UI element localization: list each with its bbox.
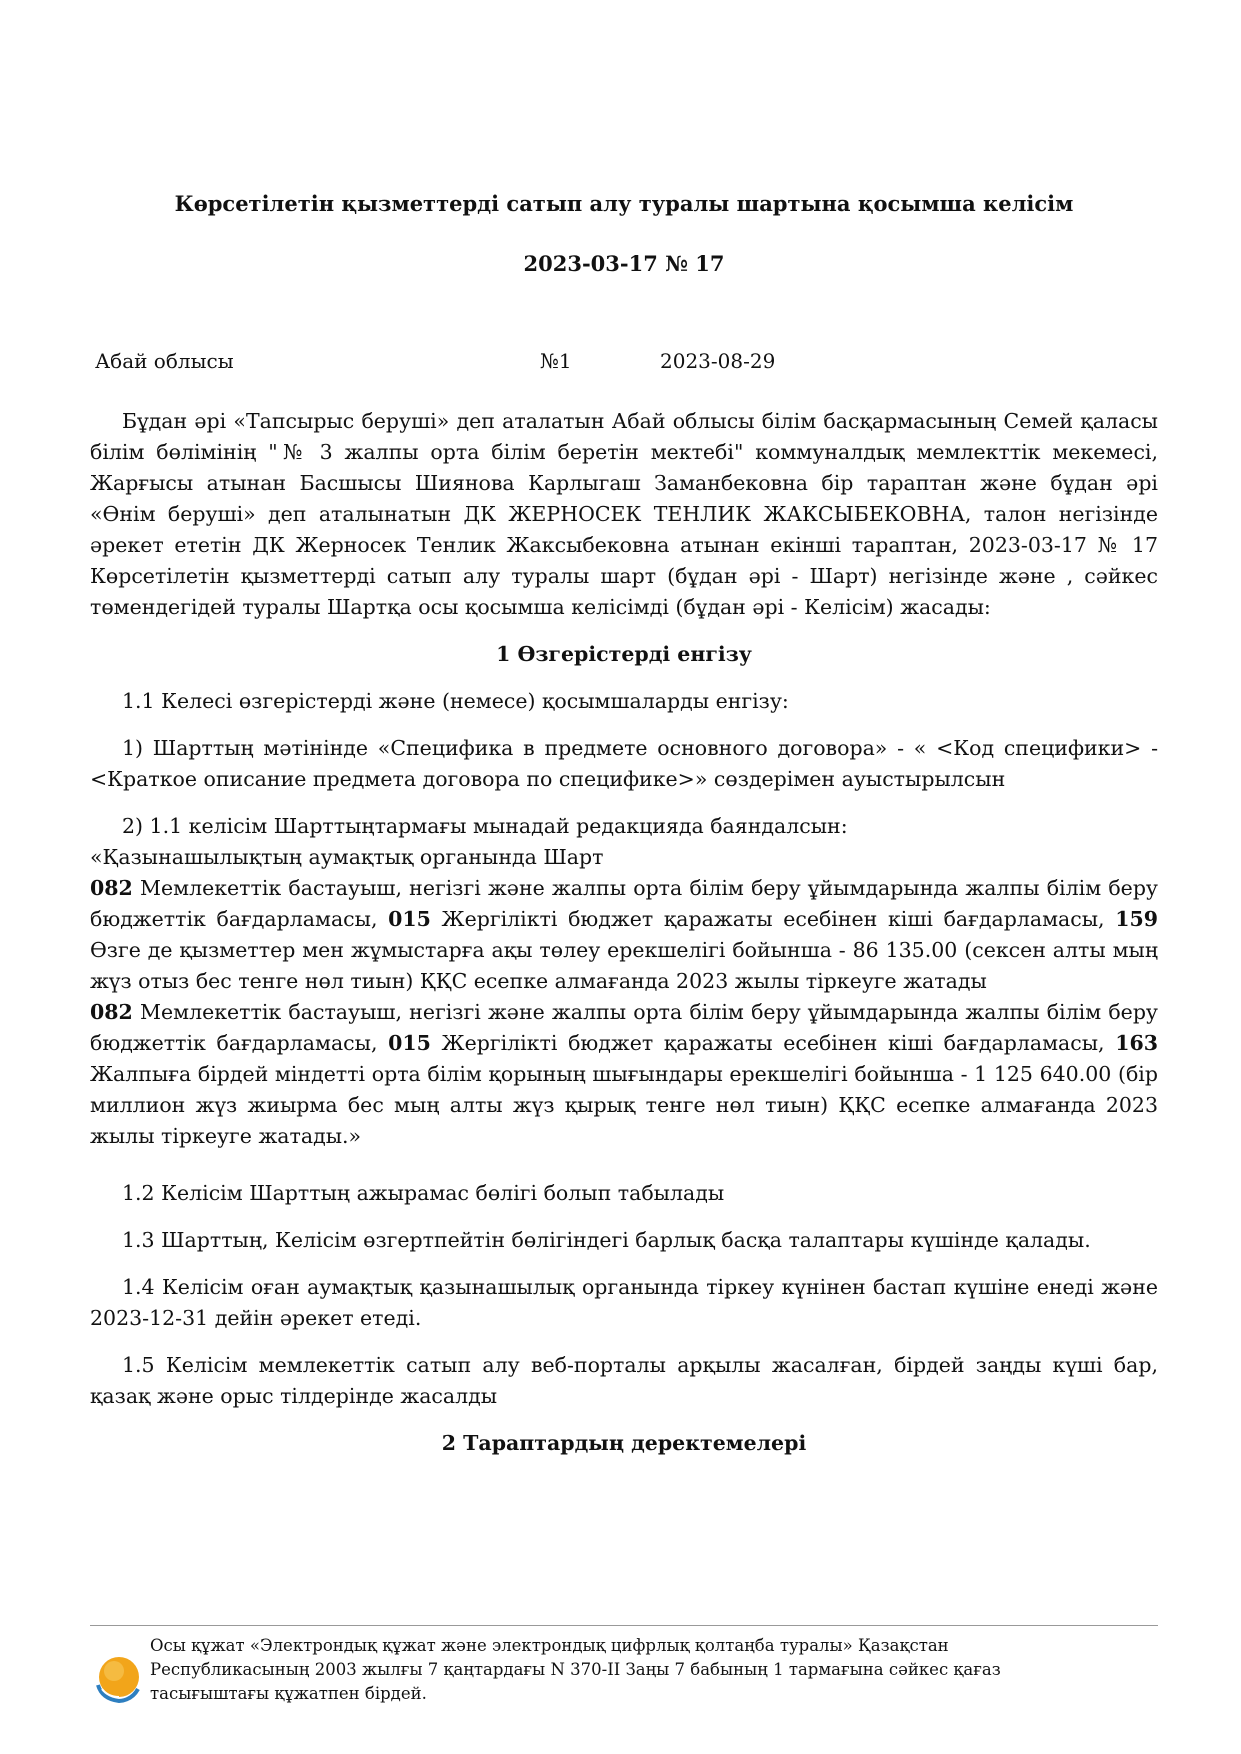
clause-1-1-item-2: 2) 1.1 келісім Шарттыңтармағы мынадай редакцияда баяндалсын: <box>122 814 848 838</box>
intro-paragraph: Бұдан әрі «Тапсырыс беруші» деп аталатын Абай облысы білім басқармасының Семей қаласы білім бөлімінің "№ 3 жалпы орта білім беретін мектебі" коммуналдық мемлекттік мекемесі, Жарғысы атынан Басшысы Шиянова Карлыгаш Заманбековна бір тараптан және бұдан әрі «Өнім беруші» деп аталынатын ДК ЖЕРНОСЕК ТЕНЛИК ЖАКСЫБЕКОВНА, талон негізінде әрекет ететін ДК Жерносек Тенлик Жаксыбековна атынан екінші тараптан, 2023-03-17 № 17 Көрсетілетін қызметтерді сатып алу туралы шарт (бұдан әрі - Шарт) негізінде және , сәйкес төмендегідей туралы Шартқа осы қосымша келісімді (бұдан әрі - Келісім) жасады: <box>90 409 1158 619</box>
legal-footer-note: Осы құжат «Электрондық құжат және электрондық цифрлық қолтаңба туралы» Қазақстан Республикасының 2003 жылғы 7 қаңтардағы N 370-ІІ Заңы 7 бабының 1 тармағына сәйкес қағаз тасығыштағы құжатпен бірдей. <box>150 1636 1001 1703</box>
egov-logo-icon <box>92 1655 142 1705</box>
document-body <box>90 406 1158 1459</box>
footer-divider <box>90 1625 1158 1626</box>
section-1-heading: 1 Өзгерістерді енгізу <box>496 642 752 666</box>
contract-reference: 2023-03-17 № 17 <box>523 251 725 276</box>
program-code: 082 <box>90 1000 133 1024</box>
clause-quote-start: «Қазынашылықтың аумақтық органында Шарт <box>90 845 604 869</box>
specific-code: 159 <box>1115 907 1158 931</box>
subprogram-code: 015 <box>388 907 431 931</box>
document-title: Көрсетілетін қызметтерді сатып алу туралы шартына қосымша келісім <box>174 191 1074 216</box>
agreement-date: 2023-08-29 <box>660 349 776 373</box>
budget-line-1: 082 Мемлекеттік бастауыш, негізгі және жалпы орта білім беру ұйымдарында жалпы білім беру бюджеттік бағдарламасы, 015 Жергілікті бюджет қаражаты есебінен кіші бағдарламасы, 159 Өзге де қызметтер мен жұмыстарға ақы төлеу ерекшелігі бойынша - 86 135.00 (сексен алты мың жүз отыз бес тенге нөл тиын) ҚҚС есепке алмағанда 2023 жылы тіркеуге жатады <box>90 876 1158 993</box>
section-2-heading: 2 Тараптардың деректемелері <box>441 1431 807 1455</box>
budget-line-2: 082 Мемлекеттік бастауыш, негізгі және жалпы орта білім беру ұйымдарында жалпы білім беру бюджеттік бағдарламасы, 015 Жергілікті бюджет қаражаты есебінен кіші бағдарламасы, 163 Жалпыға бірдей міндетті орта білім қорының шығындары ерекшелігі бойынша - 1 125 640.00 (бір миллион жүз жиырма бес мың алты жүз қырық тенге нөл тиын) ҚҚС есепке алмағанда 2023 жылы тіркеуге жатады.» <box>90 1000 1158 1148</box>
clause-1-3: 1.3 Шарттың, Келісім өзгертпейтін бөлігіндегі барлық басқа талаптары күшінде қалады. <box>122 1228 1091 1252</box>
clause-1-4: 1.4 Келісім оған аумақтық қазынашылық органында тіркеу күнінен бастап күшіне енеді және 2023-12-31 дейін әрекет етеді. <box>90 1275 1158 1330</box>
program-code: 082 <box>90 876 133 900</box>
clause-1-1: 1.1 Келесі өзгерістерді және (немесе) қосымшаларды енгізу: <box>122 689 789 713</box>
subprogram-code: 015 <box>388 1031 431 1055</box>
agreement-number: №1 <box>540 349 572 373</box>
clause-1-1-item-1: 1) Шарттың мәтінінде «Специфика в предмете основного договора» - « <Код специфики> - <Краткое описание предмета договора по специфике>» сөздерімен ауыстырылсын <box>90 736 1158 791</box>
place-label: Абай облысы <box>95 349 234 373</box>
specific-code: 163 <box>1115 1031 1158 1055</box>
clause-1-5: 1.5 Келісім мемлекеттік сатып алу веб-порталы арқылы жасалған, бірдей заңды күші бар, қазақ және орыс тілдерінде жасалды <box>90 1353 1158 1408</box>
clause-1-2: 1.2 Келісім Шарттың ажырамас бөлігі болып табылады <box>122 1181 725 1205</box>
